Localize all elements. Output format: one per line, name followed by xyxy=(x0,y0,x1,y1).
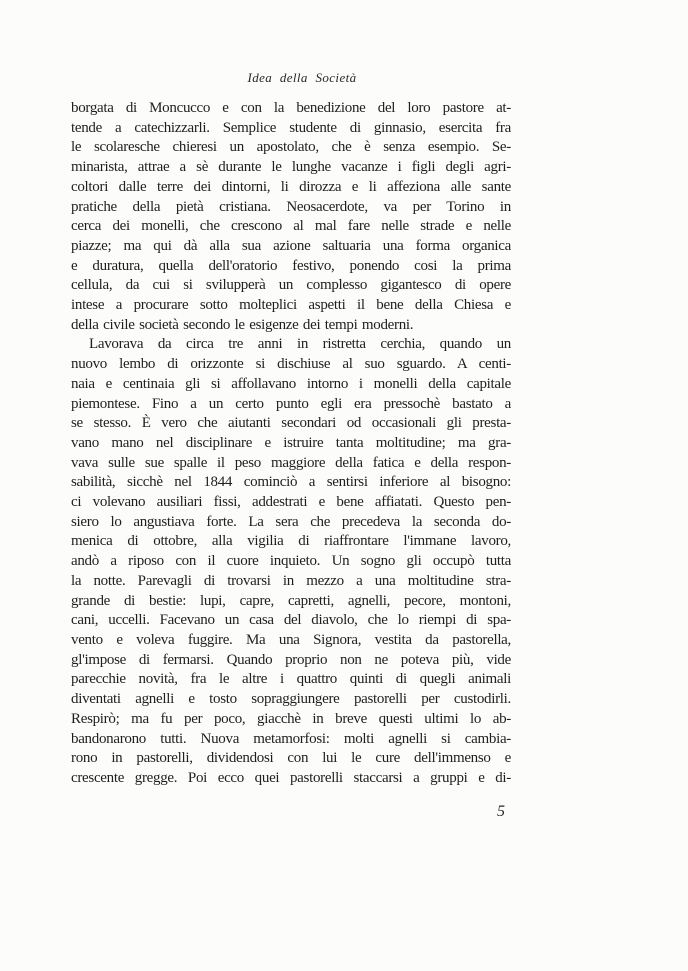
text-line: nuovo lembo di orizzonte si dischiuse al suo sguardo. A centi- xyxy=(71,356,511,373)
text-line: tende a catechizzarli. Semplice studente di ginnasio, esercita fra xyxy=(71,119,511,136)
text-line: cellula, da cui si svilupperà un complesso gigantesco di opere xyxy=(71,277,511,294)
text-line: piazze; ma qui dà alla sua azione saltuaria una forma organica xyxy=(71,237,511,254)
paragraph xyxy=(71,335,511,788)
text-block xyxy=(71,99,511,789)
text-line: cani, uccelli. Facevano un casa del diavolo, che lo riempi di spa- xyxy=(71,612,511,629)
text-line: intese a procurare sotto molteplici aspetti il bene della Chiesa e xyxy=(71,297,511,314)
text-line: minarista, attrae a sè durante le lunghe vacanze i figli degli agri- xyxy=(71,159,511,176)
text-line: della civile società secondo le esigenze dei tempi moderni. xyxy=(71,316,414,333)
text-line: diventati agnelli e tosto sopraggiungere pastorelli per custodirli. xyxy=(71,691,511,708)
text-line: grande di bestie: lupi, capre, capretti, agnelli, pecore, montoni, xyxy=(71,592,511,609)
text-line: la notte. Parevagli di trovarsi in mezzo a una moltitudine stra- xyxy=(71,572,511,589)
text-line: vava sulle sue spalle il peso maggiore della fatica e della respon- xyxy=(71,454,511,471)
text-line: Lavorava da circa tre anni in ristretta cerchia, quando un xyxy=(89,336,511,353)
text-line: vano mano nel disciplinare e istruire tanta moltitudine; ma gra- xyxy=(71,434,511,451)
text-line: bandonarono tutti. Nuova metamorfosi: molti agnelli si cambia- xyxy=(71,730,511,747)
text-line: parecchie novità, fra le altre i quattro quinti di quegli animali xyxy=(71,671,511,688)
text-line: gl'impose di fermarsi. Quando proprio non ne poteva più, vide xyxy=(71,651,511,668)
text-line: rono in pastorelli, dividendosi con lui le cure dell'immenso e xyxy=(71,750,511,767)
text-line: andò a riposo con il cuore inquieto. Un sogno gli occupò tutta xyxy=(71,553,511,570)
text-line: pratiche della pietà cristiana. Neosacerdote, va per Torino in xyxy=(71,198,511,215)
text-line: ci volevano ausiliari fissi, addestrati e bene affiatati. Questo pen- xyxy=(71,494,511,511)
text-line: naia e centinaia gli si affollavano intorno i monelli della capitale xyxy=(71,375,511,392)
text-line: le scolaresche chieresi un apostolato, che è senza esempio. Se- xyxy=(71,139,511,156)
page-number: 5 xyxy=(497,803,505,820)
text-line: vento e voleva fuggire. Ma una Signora, vestita da pastorella, xyxy=(71,631,511,648)
text-line: cerca dei monelli, che crescono al mal fare nelle strade e nelle xyxy=(71,218,511,235)
text-line: e duratura, quella dell'oratorio festivo, ponendo cosi la prima xyxy=(71,257,511,274)
text-line: coltori dalle terre dei dintorni, li dirozza e li affeziona alle sante xyxy=(71,178,511,195)
text-line: crescente gregge. Poi ecco quei pastorelli staccarsi a gruppi e di- xyxy=(71,769,511,786)
text-line: borgata di Moncucco e con la benedizione del loro pastore at- xyxy=(71,100,511,116)
text-line: Respirò; ma fu per poco, giacchè in breve questi ultimi lo ab- xyxy=(71,710,511,727)
text-line: sabilità, sicchè nel 1844 cominciò a sentirsi inferiore al bisogno: xyxy=(71,474,511,491)
running-header: Idea della Società xyxy=(247,70,357,85)
text-line: piemontese. Fino a un certo punto egli era pressochè bastato a xyxy=(71,395,511,412)
text-line: siero lo angustiava forte. La sera che precedeva la seconda do- xyxy=(71,513,511,530)
paragraph xyxy=(71,99,511,335)
text-line: menica di ottobre, alla vigilia di riaffrontare l'immane lavoro, xyxy=(71,533,511,550)
text-line: se stesso. È vero che aiutanti secondari od occasionali gli presta- xyxy=(71,415,511,432)
